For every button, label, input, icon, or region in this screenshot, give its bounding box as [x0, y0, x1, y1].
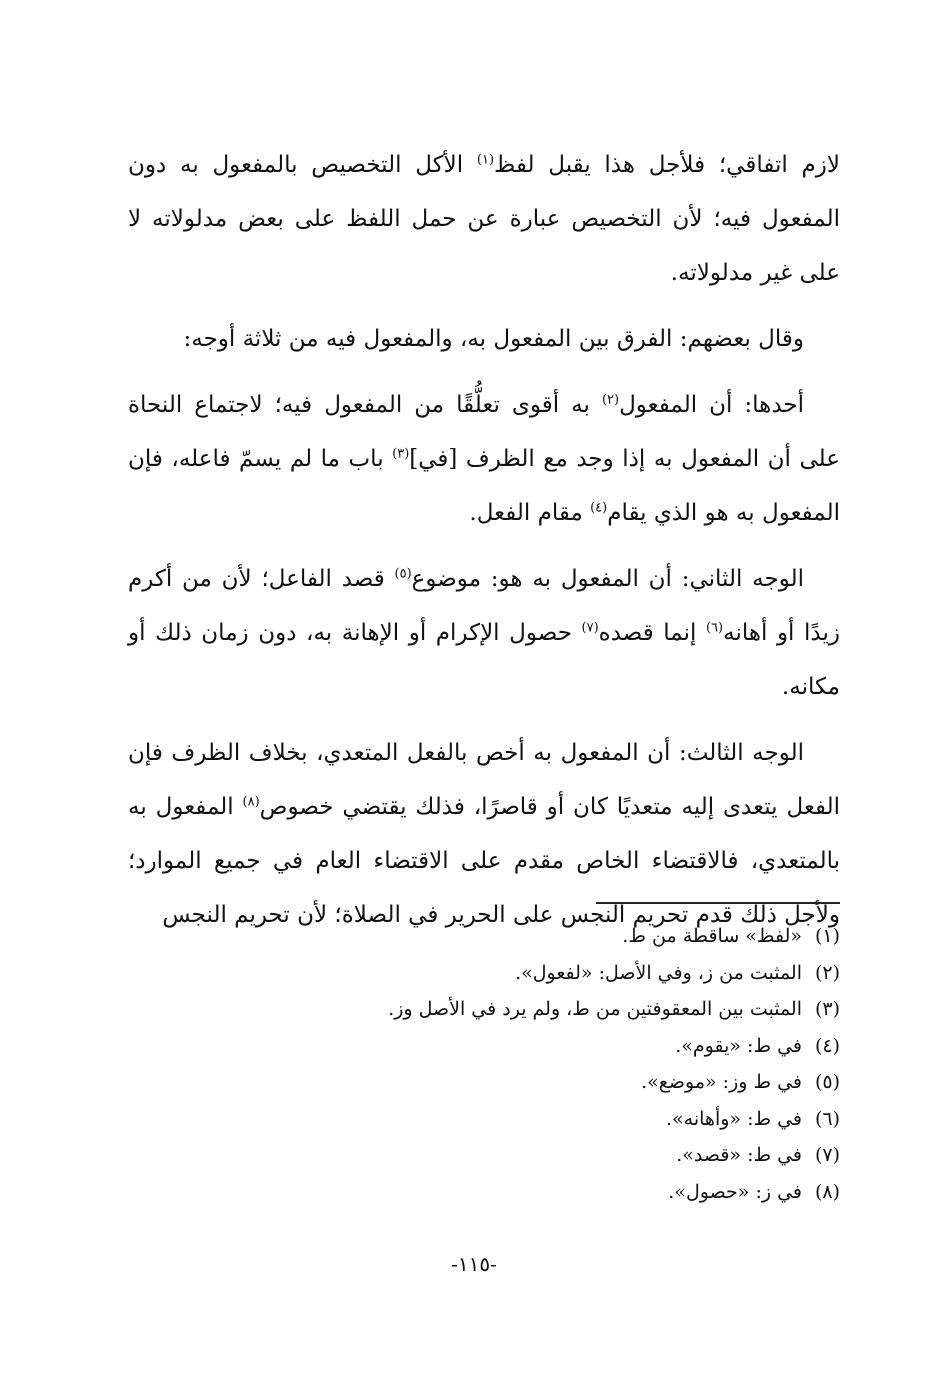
footnote-number: (٣)	[814, 998, 840, 1020]
footnote-text: في ط وز: «موضع».	[641, 1071, 802, 1093]
footnote-number: (٦)	[814, 1107, 840, 1130]
paragraph-5	[128, 726, 840, 942]
footnote-number: (١)	[814, 925, 840, 947]
footnote-marker: (٦)	[705, 620, 724, 636]
text-run: لازم اتفاقي؛ فلأجل هذا يقبل لفظ	[494, 152, 840, 178]
footnote-3	[300, 991, 840, 1028]
footnote-number: (٢)	[814, 961, 840, 984]
footnote-6	[300, 1101, 840, 1138]
footnote-separator	[596, 902, 840, 904]
footnote-1	[300, 918, 840, 955]
footnote-5	[300, 1064, 840, 1101]
text-run: حصول الإكرام أو الإهانة به، دون زمان ذلك أو مكانه.	[128, 620, 840, 700]
text-run: الأكل التخصيص بالمفعول به دون المفعول فيه؛ لأن التخصيص عبارة عن حمل اللفظ على بعض مدلولاته لا على غير مدلولاته.	[128, 152, 840, 286]
footnote-2	[300, 955, 840, 992]
footnote-marker: (٥)	[394, 566, 412, 582]
footnote-number: (٧)	[814, 1144, 840, 1166]
text-run: قصد الفاعل؛ لأن من أكرم زيدًا أو أهانه	[128, 566, 840, 646]
footnote-text: في ط: «وأهانه».	[666, 1107, 802, 1130]
footnote-text: في ط: «قصد».	[676, 1144, 802, 1166]
paragraph-1	[128, 138, 840, 300]
text-run: أحدها: أن المفعول	[619, 392, 804, 418]
text-run: الوجه الثاني: أن المفعول به هو: موضوع	[411, 566, 804, 592]
text-run: مقام الفعل.	[469, 500, 591, 526]
footnote-number: (٨)	[814, 1180, 840, 1203]
footnote-marker: (٣)	[392, 446, 410, 462]
page-number: -١١٥-	[451, 1252, 497, 1276]
footnote-text: المثبت من ز، وفي الأصل: «لفعول».	[515, 961, 802, 984]
text-run: وقال بعضهم: الفرق بين المفعول به، والمفعول فيه من ثلاثة أوجه:	[183, 326, 804, 352]
footnotes	[300, 918, 840, 1210]
main-text	[128, 138, 840, 954]
paragraph-4	[128, 552, 840, 714]
footnote-marker: (٢)	[601, 392, 620, 408]
footnote-number: (٥)	[814, 1071, 840, 1093]
footnote-number: (٤)	[814, 1034, 840, 1057]
paragraph-3	[128, 378, 840, 540]
footnote-4	[300, 1028, 840, 1065]
text-run: إنما قصده	[598, 620, 706, 646]
text-run: باب ما لم يسمّ فاعله، فإن المفعول به هو الذي يقام	[128, 446, 840, 526]
footnote-text: في ز: «حصول».	[668, 1180, 802, 1203]
footnote-marker: (٨)	[242, 794, 260, 810]
footnote-text: المثبت بين المعقوفتين من ط، ولم يرد في الأصل وز.	[388, 998, 802, 1020]
footnote-marker: (٤)	[590, 500, 608, 516]
paragraph-2	[128, 312, 840, 366]
footnote-marker: (١)	[476, 152, 495, 168]
text-run: به أقوى تعلُّقًا من المفعول فيه؛ لاجتماع النحاة على أن المفعول به إذا وجد مع الظرف [في]	[128, 392, 840, 472]
footnote-text: «لفظ» ساقطة من ط.	[622, 925, 802, 947]
text-run: الوجه الثالث: أن المفعول به أخص بالفعل المتعدي، بخلاف الظرف فإن الفعل يتعدى إليه متعديًا كان أو قاصرًا، فذلك يقتضي خصوص	[128, 740, 840, 820]
footnote-text: في ط: «يقوم».	[675, 1034, 802, 1057]
footnote-7	[300, 1137, 840, 1174]
text-run: المفعول به بالمتعدي، فالاقتضاء الخاص مقدم على الاقتضاء العام في جميع الموارد؛ ولأجل ذلك قدم تحريم النجس على الحرير في الصلاة؛ لأن تحريم النجس	[128, 794, 840, 928]
footnote-8	[300, 1174, 840, 1211]
footnote-marker: (٧)	[581, 620, 599, 636]
